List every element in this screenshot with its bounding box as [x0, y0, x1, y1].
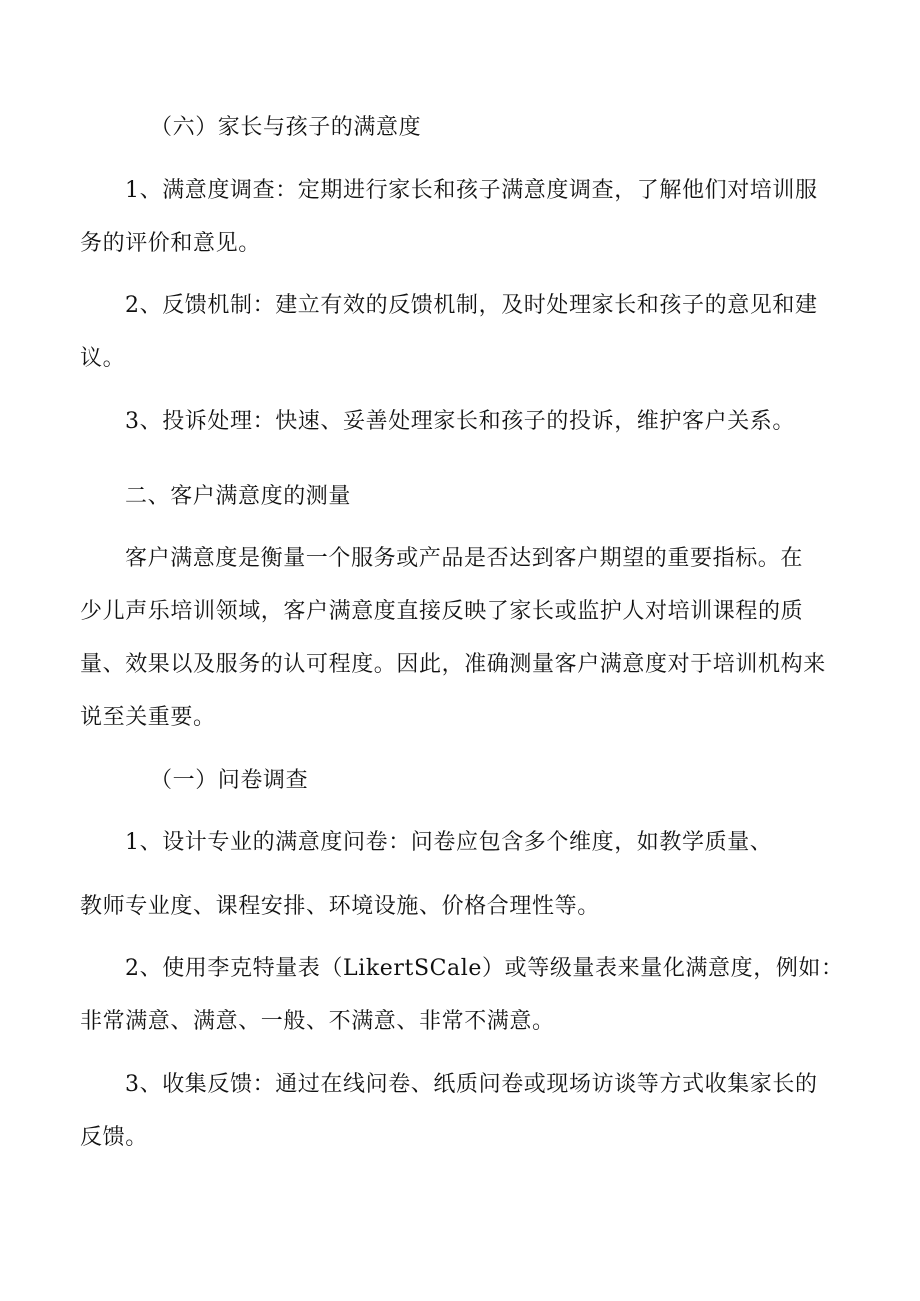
item1-line1: 1、满意度调查：定期进行家长和孩子满意度调查，了解他们对培训服	[125, 178, 818, 203]
q3-line2: 反馈。	[80, 1125, 148, 1150]
item2-line2: 议。	[80, 346, 126, 371]
q2-line1: 2、使用李克特量表（LikertSCale）或等级量表来量化满意度，例如：	[125, 956, 844, 981]
section-two-heading: 二、客户满意度的测量	[125, 484, 352, 509]
subsection-one-heading: （一）问卷调查	[150, 768, 309, 793]
q3-line1: 3、收集反馈：通过在线问卷、纸质问卷或现场访谈等方式收集家长的	[125, 1072, 818, 1097]
q2-line2: 非常满意、满意、一般、不满意、非常不满意。	[80, 1009, 555, 1034]
q1-line1: 1、设计专业的满意度问卷：问卷应包含多个维度，如教学质量、	[125, 830, 773, 855]
item1-line2: 务的评价和意见。	[80, 231, 261, 256]
intro-line3: 量、效果以及服务的认可程度。因此，准确测量客户满意度对于培训机构来	[80, 652, 826, 677]
q1-line2: 教师专业度、课程安排、环境设施、价格合理性等。	[80, 894, 600, 919]
item3-line1: 3、投诉处理：快速、妥善处理家长和孩子的投诉，维护客户关系。	[125, 409, 795, 434]
intro-line1: 客户满意度是衡量一个服务或产品是否达到客户期望的重要指标。在	[125, 546, 804, 571]
section-six-heading: （六）家长与孩子的满意度	[150, 115, 422, 140]
item2-line1: 2、反馈机制：建立有效的反馈机制，及时处理家长和孩子的意见和建	[125, 293, 818, 318]
intro-line4: 说至关重要。	[80, 705, 216, 730]
intro-line2: 少儿声乐培训领域，客户满意度直接反映了家长或监护人对培训课程的质	[80, 599, 804, 624]
